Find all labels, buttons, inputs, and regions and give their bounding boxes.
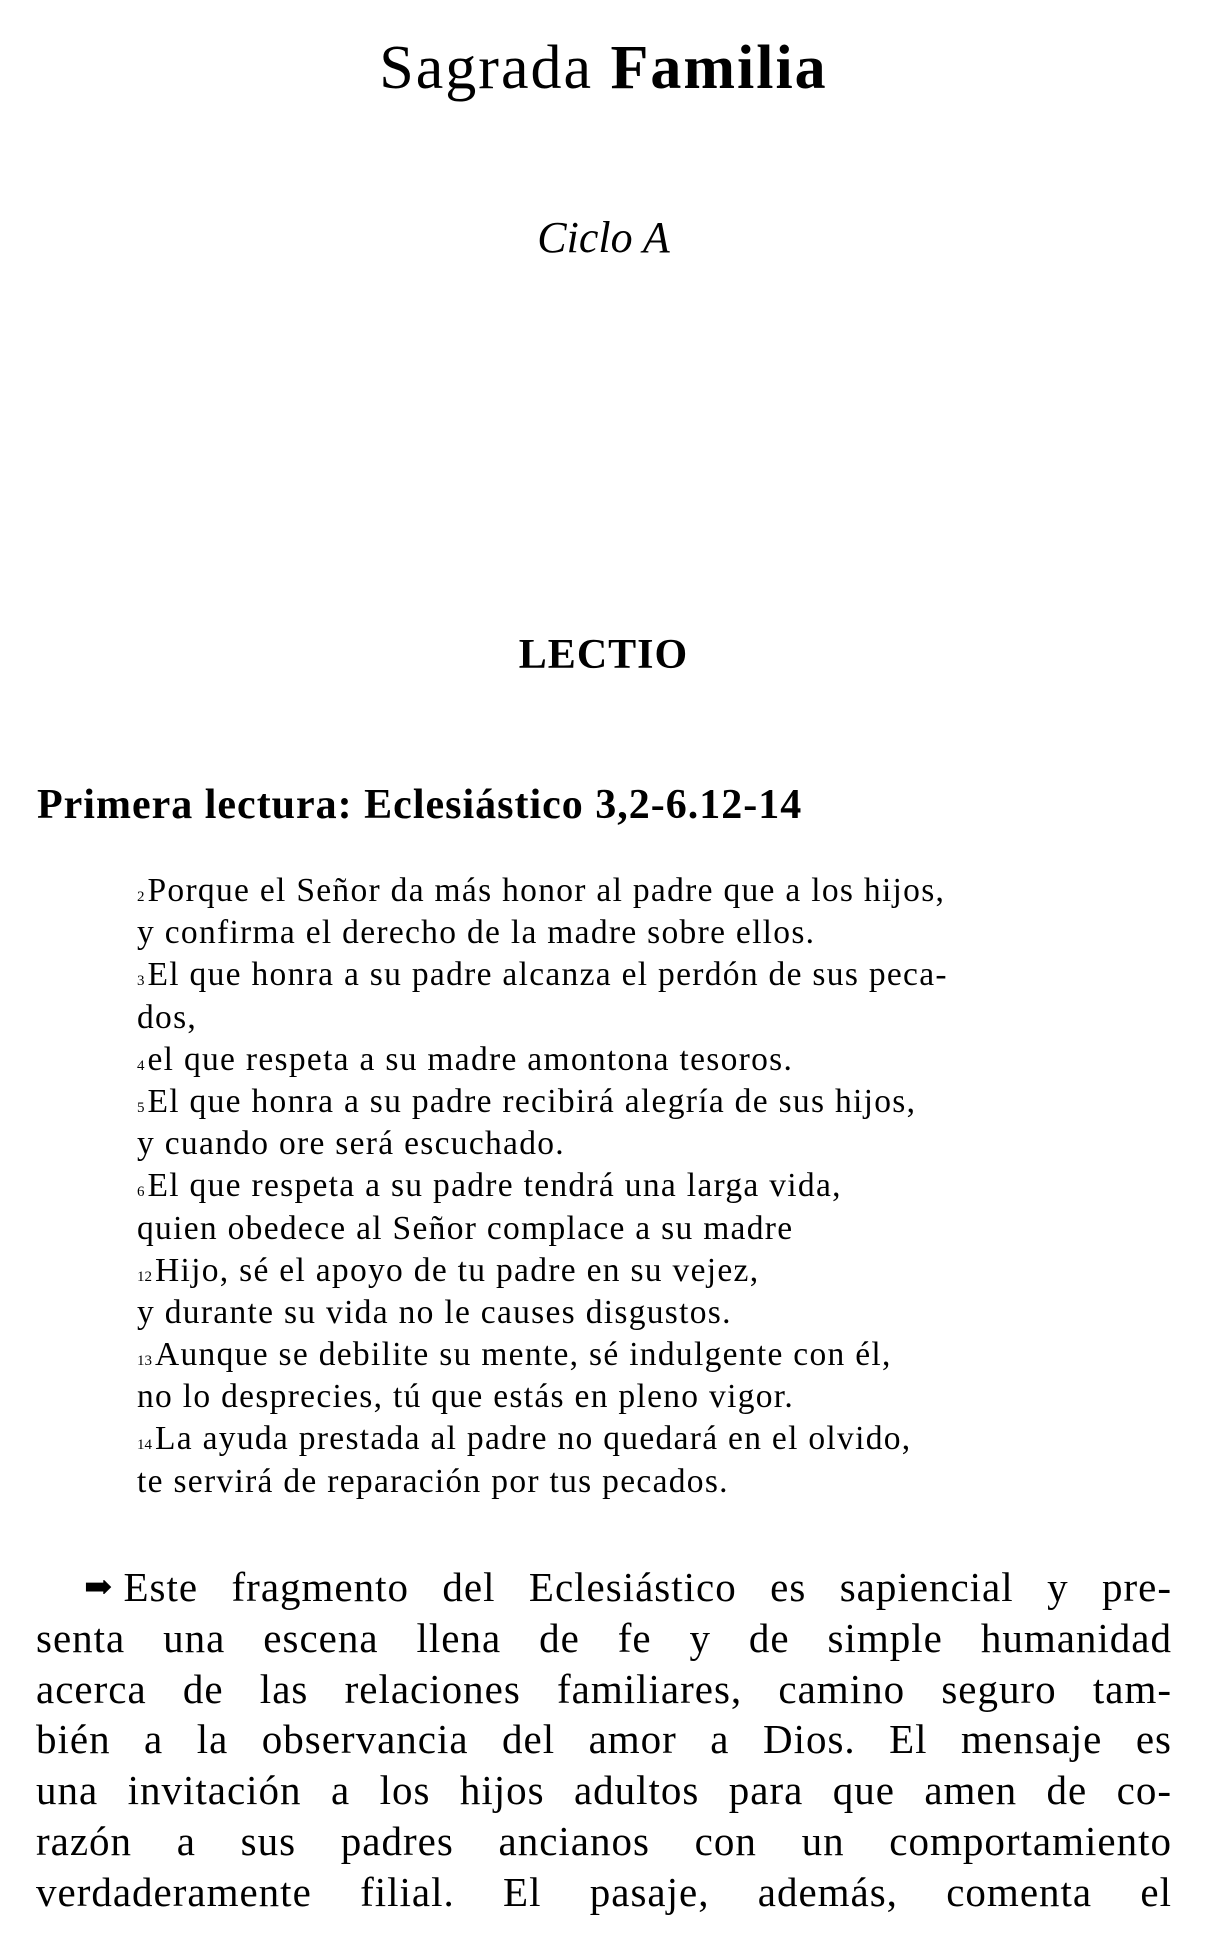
verse-line — [137, 1039, 1167, 1081]
verse-number: 5 — [137, 1099, 145, 1116]
verse-line — [137, 1081, 1167, 1123]
verse-text: y durante su vida no le causes disgustos. — [137, 1293, 732, 1331]
commentary-text: una invitación a los hijos adultos para que amen de co- — [36, 1767, 1172, 1814]
verse-text: El que honra a su padre alcanza el perdón de sus peca- — [147, 956, 948, 994]
verse-text: El que respeta a su padre tendrá una larga vida, — [147, 1167, 842, 1205]
verse-number: 4 — [137, 1057, 145, 1074]
verse-line — [137, 1418, 1167, 1460]
verse-line — [137, 870, 1167, 912]
verse-line — [137, 1208, 1167, 1250]
verse-line — [137, 1461, 1167, 1503]
title-regular: Sagrada — [379, 34, 593, 102]
commentary-line — [36, 1664, 1172, 1715]
verse-text: el que respeta a su madre amontona tesoros. — [147, 1040, 794, 1078]
verse-number: 6 — [137, 1184, 145, 1201]
commentary-text: razón a sus padres ancianos con un comportamiento — [36, 1817, 1172, 1864]
verse-line — [137, 1292, 1167, 1334]
commentary-text: Este fragmento del Eclesiástico es sapiencial y pre- — [123, 1564, 1172, 1610]
verse-text: Hijo, sé el apoyo de tu padre en su vejez, — [155, 1251, 760, 1289]
commentary-line — [36, 1816, 1172, 1867]
scripture-verses — [137, 870, 1167, 1503]
title-bold: Familia — [610, 34, 828, 102]
verse-number: 14 — [137, 1437, 152, 1454]
verse-line — [137, 997, 1167, 1039]
commentary-line — [36, 1613, 1172, 1664]
verse-line — [137, 1123, 1167, 1165]
right-arrow-icon: ➡ — [84, 1569, 114, 1606]
verse-text: quien obedece al Señor complace a su madre — [137, 1209, 794, 1247]
verse-text: El que honra a su padre recibirá alegría de sus hijos, — [147, 1082, 917, 1120]
commentary-text: acerca de las relaciones familiares, camino seguro tam- — [36, 1665, 1172, 1712]
verse-line — [137, 1376, 1167, 1418]
cycle-subtitle: Ciclo A — [537, 213, 670, 262]
commentary-paragraph — [36, 1562, 1172, 1918]
reading-heading: Primera lectura: Eclesiástico 3,2-6.12-14 — [37, 782, 803, 828]
verse-number: 13 — [137, 1353, 152, 1370]
verse-text: y confirma el derecho de la madre sobre ellos. — [137, 914, 816, 952]
section-heading: LECTIO — [518, 632, 689, 678]
commentary-line — [36, 1867, 1172, 1918]
verse-line — [137, 1334, 1167, 1376]
commentary-line — [36, 1714, 1172, 1765]
verse-text: Aunque se debilite su mente, sé indulgente con él, — [155, 1336, 892, 1374]
verse-text: y cuando ore será escuchado. — [137, 1125, 565, 1163]
verse-number: 12 — [137, 1268, 152, 1285]
commentary-line — [36, 1562, 1172, 1613]
verse-number: 2 — [137, 889, 145, 905]
page-title — [0, 28, 1207, 108]
commentary-text: verdaderamente filial. El pasaje, además, comenta el — [36, 1868, 1172, 1915]
verse-line — [137, 954, 1167, 996]
verse-text: La ayuda prestada al padre no quedará en el olvido, — [155, 1420, 912, 1458]
verse-line — [137, 1165, 1167, 1207]
verse-text: no lo desprecies, tú que estás en pleno vigor. — [137, 1378, 795, 1416]
verse-text: te servirá de reparación por tus pecados. — [137, 1462, 729, 1500]
verse-line — [137, 1250, 1167, 1292]
commentary-text: bién a la observancia del amor a Dios. El mensaje es — [36, 1716, 1172, 1763]
verse-text: dos, — [137, 998, 198, 1036]
verse-number: 3 — [137, 973, 145, 990]
verse-line — [137, 912, 1167, 954]
verse-text: Porque el Señor da más honor al padre que a los hijos, — [147, 872, 946, 909]
commentary-text: senta una escena llena de fe y de simple humanidad — [36, 1614, 1172, 1661]
commentary-line — [36, 1765, 1172, 1816]
